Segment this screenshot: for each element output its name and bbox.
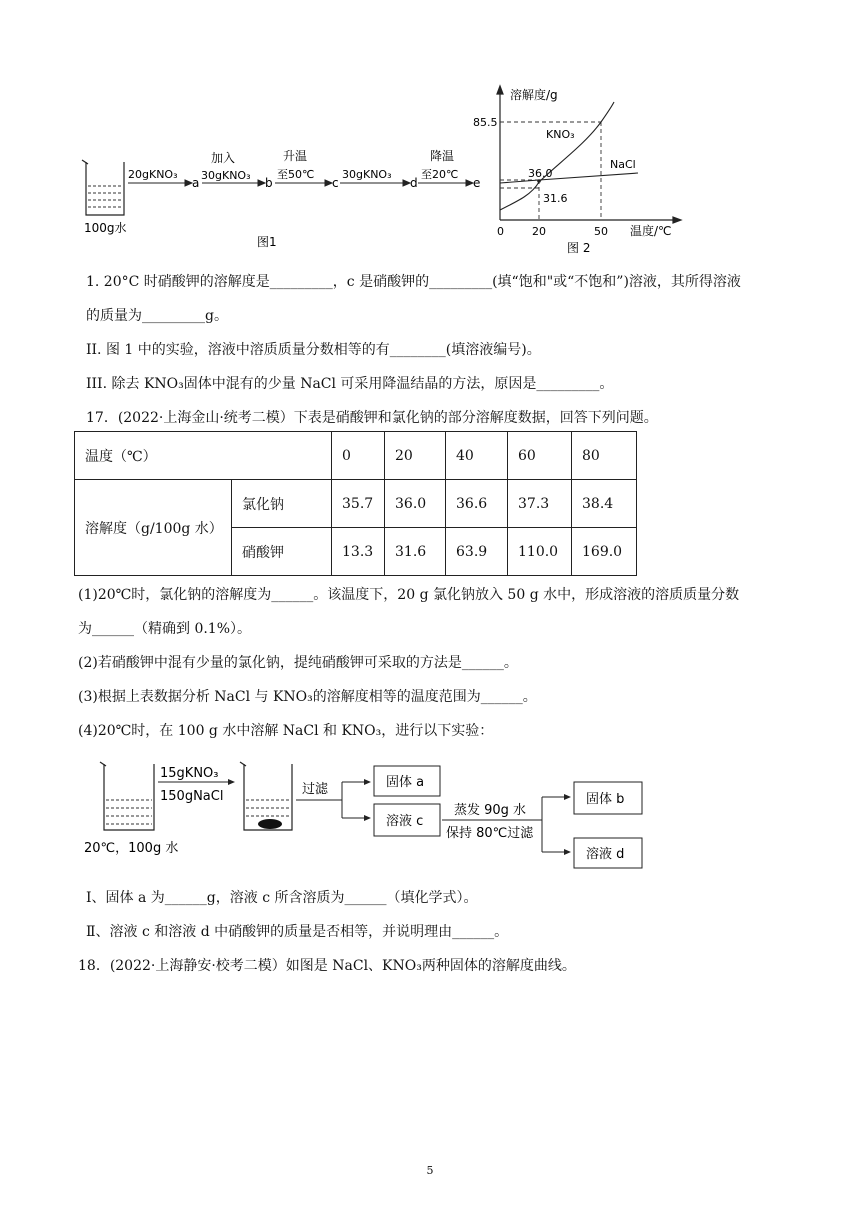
y-axis-label: 溶解度/g — [510, 88, 558, 102]
value-cell: 31.6 — [385, 528, 446, 576]
step4-top: 降温 — [430, 149, 455, 163]
node-c: c — [332, 176, 339, 190]
experiment-flow-diagram — [80, 752, 660, 872]
table-row — [75, 432, 637, 480]
q17-part3: (3)根据上表数据分析 NaCl 与 KNO₃的溶解度相等的温度范围为______。 — [78, 689, 537, 705]
q18-intro: 18．(2022·上海静安·校考二模）如图是 NaCl、KNO₃两种固体的溶解度曲线。 — [78, 958, 576, 974]
x-tick-0: 0 — [497, 225, 504, 238]
node-e: e — [473, 176, 481, 190]
add-kno3-label: 15gKNO₃ — [160, 766, 219, 781]
q17-sub-1: Ⅰ、固体 a 为______g，溶液 c 所含溶质为______（填化学式）。 — [86, 890, 478, 906]
solubility-table — [74, 431, 637, 576]
substance-name-cell: 硝酸钾 — [232, 528, 332, 576]
beaker-liquid — [88, 186, 122, 207]
x-axis-label: 温度/℃ — [630, 224, 672, 238]
substance-name-cell: 氯化钠 — [232, 480, 332, 528]
beaker-icon — [100, 762, 154, 830]
step1-bottom: 30gKNO₃ — [201, 169, 251, 182]
q17-part4: (4)20℃时，在 100 g 水中溶解 NaCl 和 KNO₃，进行以下实验： — [78, 723, 494, 739]
precipitate — [258, 819, 282, 829]
q16-line-3: II. 图 1 中的实验，溶液中溶质质量分数相等的有________(填溶液编号)。 — [86, 342, 541, 358]
value-cell: 35.7 — [332, 480, 385, 528]
x-tick-50: 50 — [594, 225, 608, 238]
evaporate-label: 蒸发 90g 水 — [454, 803, 527, 818]
temp-cell: 60 — [508, 432, 572, 480]
filter-label: 过滤 — [302, 782, 329, 797]
temp-cell: 0 — [332, 432, 385, 480]
series-nacl-label: NaCl — [610, 158, 636, 171]
figure1-process-diagram — [80, 140, 500, 260]
solution-d-label: 溶液 d — [586, 847, 625, 862]
value-cell: 37.3 — [508, 480, 572, 528]
q17-intro: 17．(2022·上海金山·统考二模）下表是硝酸钾和氯化钠的部分溶解度数据，回答下列问题。 — [86, 410, 658, 426]
q17-part1-line-1: (1)20℃时，氯化钠的溶解度为______。该温度下，20 g 氯化钠放入 50 g 水中，形成溶液的溶质质量分数 — [78, 587, 740, 603]
q16-line-1: 1. 20°C 时硝酸钾的溶解度是_________，c 是硝酸钾的_________(填“饱和"或“不饱和”)溶液，其所得溶液 — [86, 274, 741, 290]
y-tick-85-5: 85.5 — [473, 116, 498, 129]
solid-a-label: 固体 a — [386, 775, 425, 790]
step3-label: 30gKNO₃ — [342, 168, 392, 181]
series-kno3-label: KNO₃ — [546, 128, 575, 141]
step4-bottom: 至20℃ — [421, 168, 459, 181]
q17-part1-line-2: 为______（精确到 0.1%）。 — [78, 621, 252, 637]
step2-top: 升温 — [283, 149, 308, 163]
value-cell: 36.0 — [385, 480, 446, 528]
value-cell: 63.9 — [446, 528, 508, 576]
keep-temperature-label: 保持 80℃过滤 — [446, 826, 534, 841]
node-b: b — [265, 176, 273, 190]
figure2-caption: 图 2 — [567, 241, 591, 255]
y-tick-36-0: 36.0 — [528, 167, 553, 180]
solubility-header-cell: 溶解度（g/100g 水） — [75, 480, 232, 576]
solution-c-label: 溶液 c — [386, 814, 424, 829]
page-number: 5 — [426, 1164, 434, 1177]
q16-line-4: III. 除去 KNO₃固体中混有的少量 NaCl 可采用降温结晶的方法，原因是_________。 — [86, 376, 614, 392]
temp-cell: 40 — [446, 432, 508, 480]
value-cell: 169.0 — [572, 528, 637, 576]
value-cell: 13.3 — [332, 528, 385, 576]
q17-sub-2: Ⅱ、溶液 c 和溶液 d 中硝酸钾的质量是否相等，并说明理由______。 — [86, 924, 509, 940]
start-reagent: 20gKNO₃ — [128, 168, 178, 181]
y-tick-31-6: 31.6 — [543, 192, 568, 205]
table-row — [75, 480, 637, 528]
temp-cell: 20 — [385, 432, 446, 480]
add-nacl-label: 150gNaCl — [160, 789, 224, 804]
value-cell: 36.6 — [446, 480, 508, 528]
figure2-solubility-chart — [470, 82, 690, 260]
node-d: d — [410, 176, 418, 190]
figure1-caption: 图1 — [257, 235, 277, 249]
step2-bottom: 至50℃ — [277, 168, 315, 181]
q17-part2: (2)若硝酸钾中混有少量的氯化钠，提纯硝酸钾可采取的方法是______。 — [78, 655, 518, 671]
condition-label: 20℃，100g 水 — [84, 841, 179, 856]
node-a: a — [192, 176, 200, 190]
nacl-curve — [500, 173, 638, 183]
temp-header-cell: 温度（℃） — [75, 432, 332, 480]
q16-line-2: 的质量为_________g。 — [86, 308, 228, 324]
value-cell: 38.4 — [572, 480, 637, 528]
solid-b-label: 固体 b — [586, 792, 625, 807]
x-tick-20: 20 — [532, 225, 546, 238]
temp-cell: 80 — [572, 432, 637, 480]
step1-top: 加入 — [211, 151, 236, 165]
value-cell: 110.0 — [508, 528, 572, 576]
water-label: 100g水 — [84, 221, 127, 235]
